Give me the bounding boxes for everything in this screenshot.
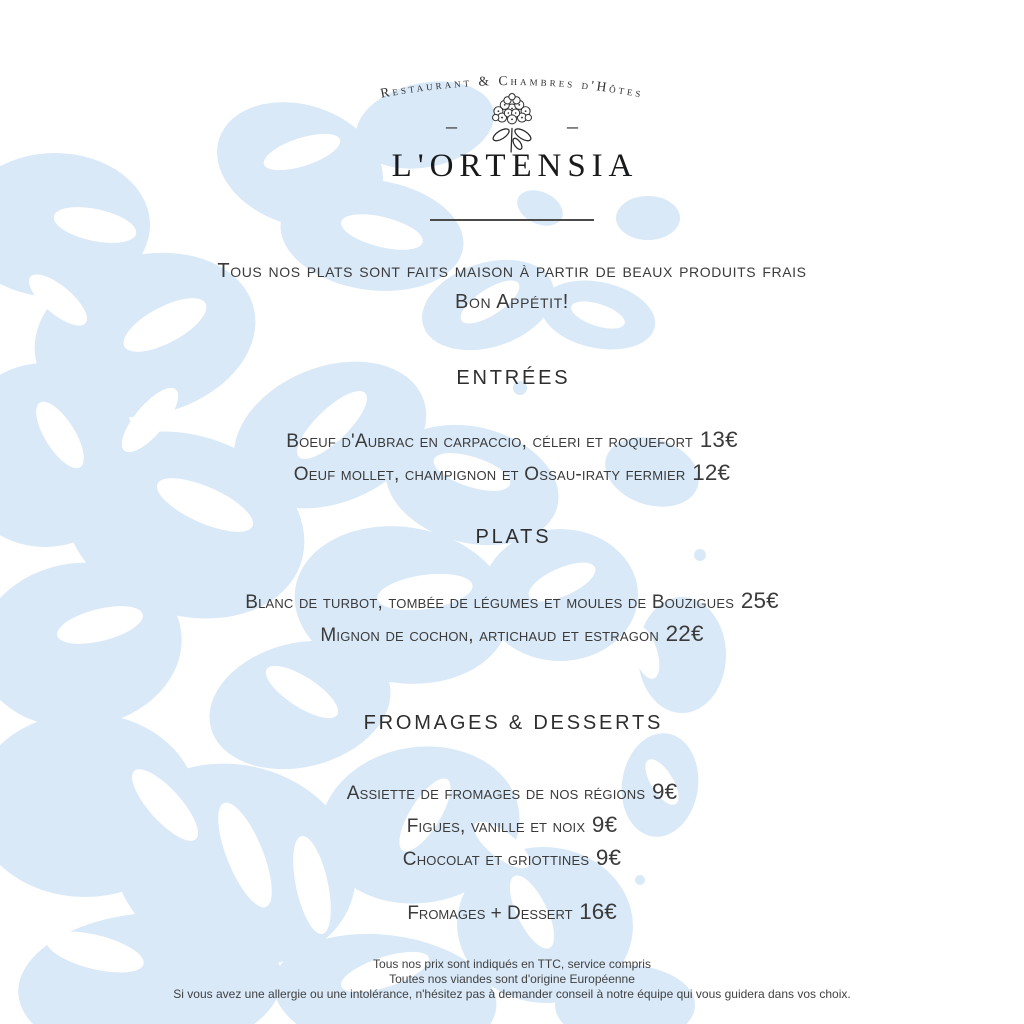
- item-name: Fromages + Dessert: [407, 903, 573, 924]
- menu-item: [0, 842, 1024, 875]
- item-price: 9€: [591, 812, 618, 837]
- section-items-plats: [0, 585, 1024, 651]
- combo-offer: [0, 900, 1024, 926]
- section-title-entrees: ENTRÉES: [456, 367, 571, 389]
- footer-note-3: Si vous avez une allergie ou une intolérance, n'hésitez pas à demander conseil à notre équipe qui vous guidera dans vos choix.: [173, 987, 851, 1001]
- title-divider: [430, 219, 594, 221]
- intro-line-1: Tous nos plats sont faits maison à partir de beaux produits frais: [217, 260, 807, 282]
- item-price: 16€: [579, 899, 617, 924]
- footer-note-2: Toutes nos viandes sont d'origine Européenne: [389, 972, 635, 986]
- item-price: 9€: [595, 845, 622, 870]
- menu-item: [0, 618, 1024, 651]
- item-name: Boeuf d'Aubrac en carpaccio, céleri et roquefort: [286, 431, 694, 452]
- item-name: Figues, vanille et noix: [406, 816, 586, 837]
- dash-ornament-right: –: [567, 112, 578, 138]
- item-name: Chocolat et griottines: [402, 849, 590, 870]
- restaurant-arc-text: Restaurant & Chambres d'Hôtes: [379, 72, 645, 101]
- menu-item: [0, 457, 1024, 490]
- menu-item: [0, 776, 1024, 809]
- item-name: Oeuf mollet, champignon et Ossau-iraty fermier: [293, 464, 686, 485]
- item-price: 13€: [699, 427, 738, 452]
- item-name: Blanc de turbot, tombée de légumes et moules de Bouzigues: [245, 592, 735, 613]
- footer-notes: [0, 957, 1024, 1002]
- item-price: 9€: [651, 779, 678, 804]
- section-title-fromages-desserts: FROMAGES & DESSERTS: [363, 712, 664, 734]
- intro-line-2: Bon Appétit!: [455, 291, 569, 313]
- section-title-plats: PLATS: [475, 526, 552, 548]
- menu-item: [0, 585, 1024, 618]
- item-price: 12€: [692, 460, 731, 485]
- section-items-fromages-desserts: [0, 776, 1024, 875]
- intro-text: [0, 256, 1024, 318]
- menu-item: [0, 809, 1024, 842]
- item-price: 22€: [665, 621, 704, 646]
- page-title: L'ORTENSIA: [391, 148, 639, 184]
- item-price: 25€: [740, 588, 779, 613]
- item-name: Mignon de cochon, artichaud et estragon: [320, 625, 659, 646]
- item-name: Assiette de fromages de nos régions: [346, 783, 646, 804]
- footer-note-1: Tous nos prix sont indiqués en TTC, service compris: [373, 957, 651, 971]
- dash-ornament-left: –: [446, 112, 457, 138]
- menu-item: [0, 424, 1024, 457]
- section-items-entrees: [0, 424, 1024, 490]
